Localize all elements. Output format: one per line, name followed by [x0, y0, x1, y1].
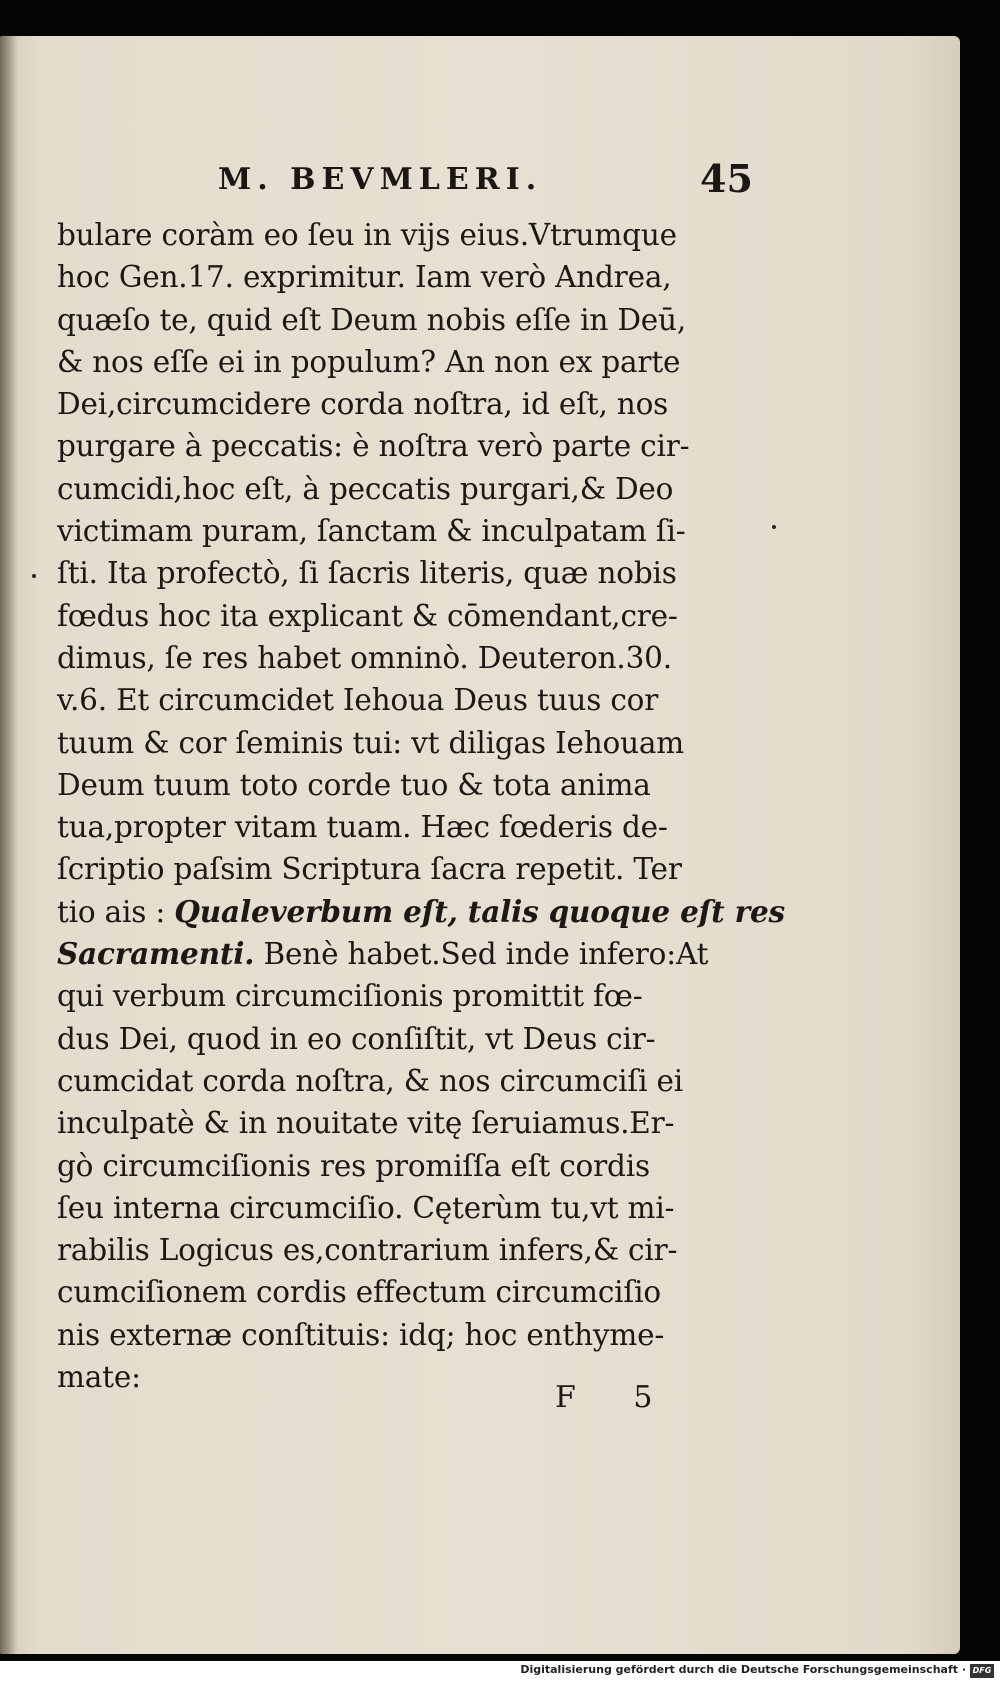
text-line: gò circumciſionis res promiſſa eſt cordis [57, 1148, 650, 1183]
dfg-logo-icon: DFG [970, 1664, 994, 1678]
margin-mark [772, 525, 776, 529]
text-line [57, 933, 757, 975]
text-line: Dei,circumcidere corda noſtra, id eſt, nos [57, 387, 669, 422]
text-line [57, 891, 785, 933]
text-line: Deum tuum toto corde tuo & tota anima [57, 767, 651, 802]
text-line: v.6. Et circumcidet Iehoua Deus tuus cor [57, 683, 659, 718]
text-line: bulare coràm eo ſeu in vijs eius.Vtrumque [57, 218, 677, 252]
running-head-title: M. BEVMLERI. [218, 162, 543, 197]
running-head [60, 156, 753, 210]
text-line: tua,propter vitam tuam. Hæc fœderis de- [57, 810, 668, 845]
margin-mark [32, 574, 36, 578]
funding-credit: Digitalisierung gefördert durch die Deutsche Forschungsgemeinschaft · [520, 1663, 966, 1676]
italic-quotation: Sacramenti. [57, 936, 255, 972]
text-line: victimam puram, ſanctam & inculpatam ſi- [57, 514, 686, 549]
text-line: hoc Gen.17. exprimitur. Iam verò Andrea, [57, 260, 672, 295]
text-line: dus Dei, quod in eo conſiſtit, vt Deus cir- [57, 1021, 656, 1056]
gutter-shadow [0, 36, 18, 1654]
text-line: cumcidat corda noſtra, & nos circumciſi ei [57, 1063, 684, 1098]
signature-mark: F 5 [555, 1380, 677, 1415]
body-text [57, 214, 785, 1398]
text-line: purgare à peccatis: è noſtra verò parte cir- [57, 429, 690, 464]
text-line: & nos eſſe ei in populum? An non ex parte [57, 344, 681, 379]
text-line: ſcriptio paſsim Scriptura ſacra repetit. Ter [57, 852, 682, 887]
text-line: tuum & cor ſeminis tui: vt diligas Iehouam [57, 725, 685, 760]
text-line: cumcidi,hoc eſt, à peccatis purgari,& Deo [57, 471, 674, 506]
text-line: cumciſionem cordis effectum circumciſio [57, 1275, 661, 1310]
text-line: inculpatè & in nouitate vitę ſeruiamus.Er- [57, 1106, 675, 1141]
text-line-prefix: tio ais : [57, 894, 175, 929]
footer-bar [0, 1661, 1000, 1681]
italic-quotation: Qualeverbum eſt, talis quoque eſt res [174, 893, 785, 929]
page-number: 45 [700, 156, 753, 201]
text-line: qui verbum circumciſionis promittit fœ- [57, 979, 643, 1014]
text-line: fœdus hoc ita explicant & cōmendant,cre- [57, 598, 678, 633]
text-line: rabilis Logicus es,contrarium infers,& cir- [57, 1233, 678, 1268]
text-line: nis externæ conſtituis: idq; hoc enthyme- [57, 1317, 665, 1352]
text-line: mate: [57, 1360, 141, 1395]
text-line: ſti. Ita profectò, ſi ſacris literis, quæ nobis [57, 556, 677, 591]
text-line-suffix: Benè habet.Sed inde infero:At [254, 937, 709, 972]
text-line: quæſo te, quid eſt Deum nobis eſſe in Deū, [57, 302, 687, 337]
text-line: dimus, ſe res habet omninò. Deuteron.30. [57, 640, 672, 675]
text-line: ſeu interna circumciſio. Cęterùm tu,vt mi- [57, 1190, 675, 1225]
